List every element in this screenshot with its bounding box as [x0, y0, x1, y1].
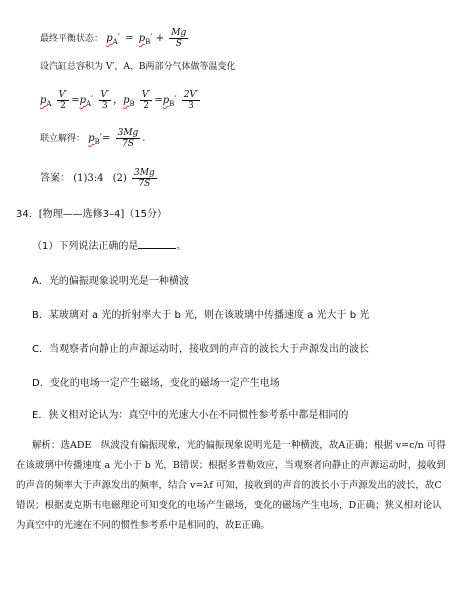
- answer-blank: [138, 238, 176, 249]
- isothermal-equation: $p_A$ $\frac{V'}{2}$ $=p_A'$ $\frac{V'}{3}$ ，$p_B$ $\frac{V'}{2}$ $=p_B'$ $\frac{2V'}{3}$: [40, 90, 199, 111]
- answer-line: 答案： (1)3:4 (2) $\frac{3Mg}{7S}$: [40, 168, 155, 189]
- option-d: D．变化的电场一定产生磁场，变化的磁场一定产生电场: [32, 378, 280, 389]
- equilibrium-equation: 最终平衡状态： $p_A' = p_B'$ + $\frac{Mg}{S}$: [40, 28, 187, 49]
- analysis-paragraph: 解析：选ADE 纵波没有偏振现象，光的偏振现象说明光是一种横波，故A正确；根据 v=c/n 可得在该玻璃中传播速度 a 光小于 b 光，B错误；根据多普勒效应，当观察者向静止的声源运动时，接收到的声音的频率大于声源发出的频率，结合 v=λf 可知，接收到的声音的波长小于声源发出的波长，故C错误；根据麦克斯韦电磁理论可知变化的电场产生磁场，变化的磁场产生电场，D正确；狭义相对论认为真空中的光速在不同的惯性参考系中是相同的，故E正确。: [16, 440, 446, 531]
- option-a: A．光的偏振现象说明光是一种横波: [32, 276, 189, 287]
- fraction: $\frac{Mg}{S}$: [171, 28, 187, 49]
- option-e: E．狭义相对论认为：真空中的光速大小在不同惯性参考系中都是相同的: [32, 410, 349, 421]
- option-c: C．当观察者向静止的声源运动时，接收到的声音的波长大于声源发出的波长: [32, 344, 369, 355]
- question-stem: （1）下列说法正确的是 。: [32, 238, 186, 254]
- option-b: B．某玻璃对 a 光的折射率大于 b 光，则在该玻璃中传播速度 a 光大于 b 光: [32, 310, 370, 321]
- volume-note: 设汽缸总容积为 V′，A、B两部分气体做等温变化: [40, 62, 236, 72]
- solution-equation: 联立解得： $p_B'=$ $\frac{3Mg}{7S}$ .: [40, 128, 146, 149]
- equation-prefix: 最终平衡状态：: [40, 34, 104, 44]
- question-title: 34．[物理——选修3–4]（15分）: [16, 209, 167, 220]
